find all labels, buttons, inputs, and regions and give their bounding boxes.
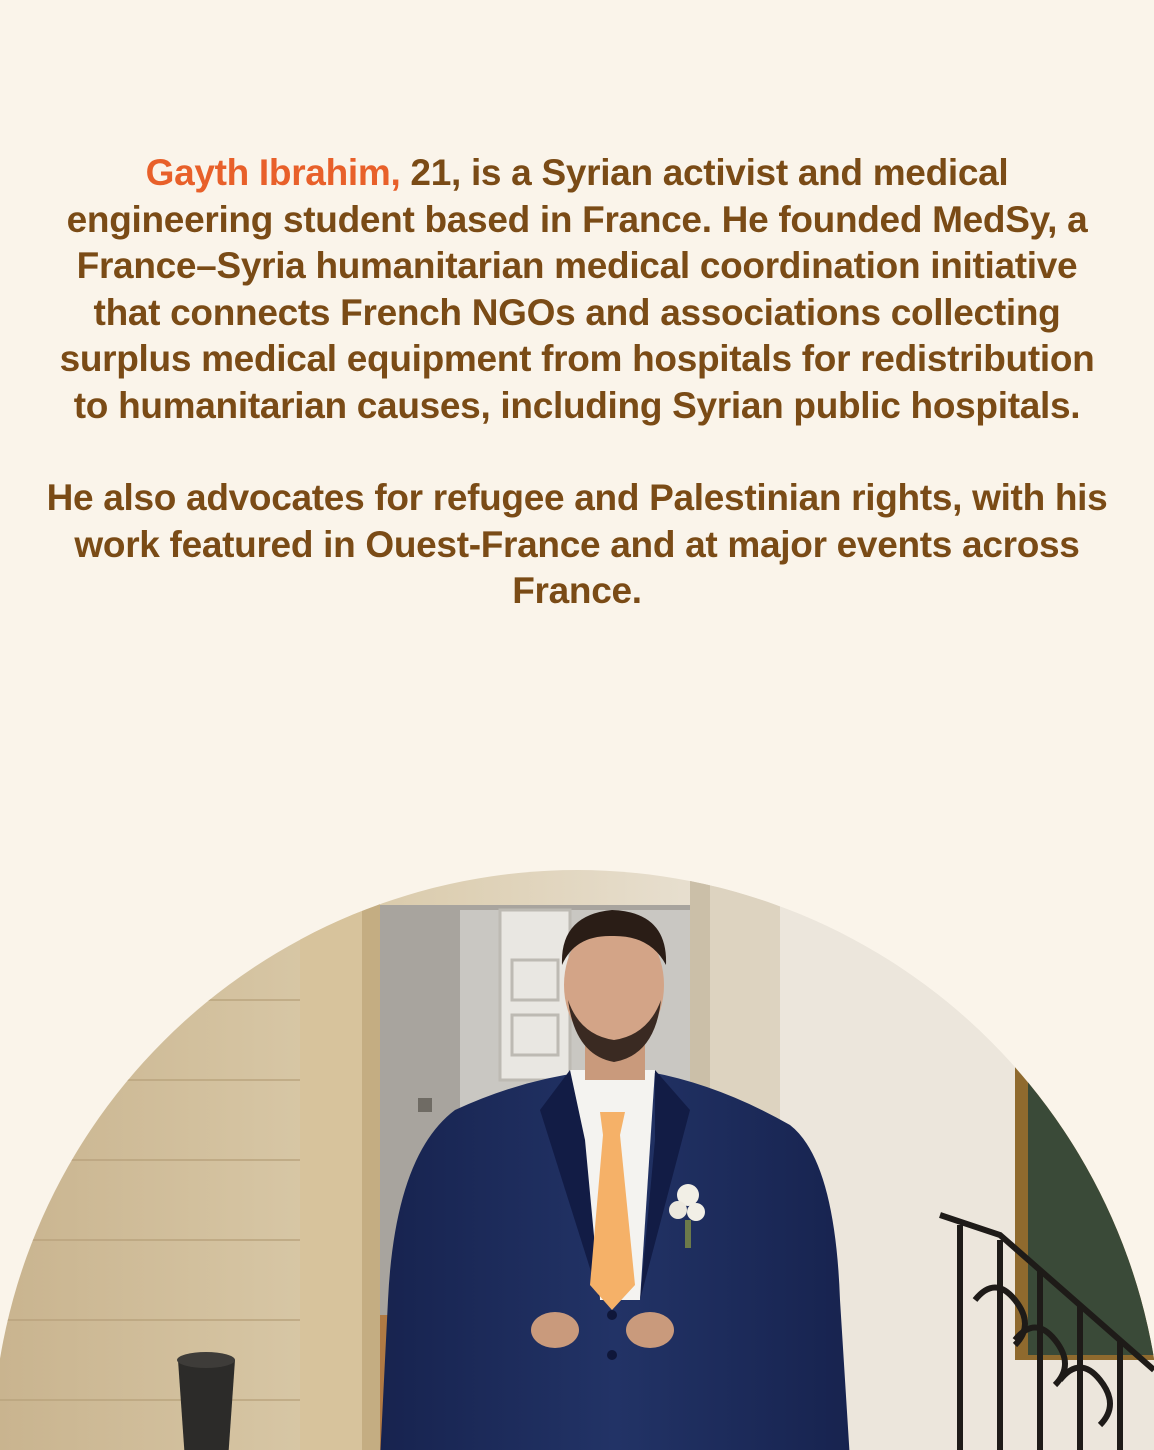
- bio-paragraph-1-text: 21, is a Syrian activist and medical engineering student based in France. He founded MedSy, a France–Syria humanitarian medical coordination initiative that connects French NGOs and associations collecting surplus medical equipment from hospitals for redistribution to humanitarian causes, including Syrian public hospitals.: [59, 152, 1095, 426]
- person-name: Gayth Ibrahim,: [145, 152, 401, 193]
- bio-paragraph-2: He also advocates for refugee and Palestinian rights, with his work featured in Ouest-France and at major events across France.: [46, 477, 1108, 611]
